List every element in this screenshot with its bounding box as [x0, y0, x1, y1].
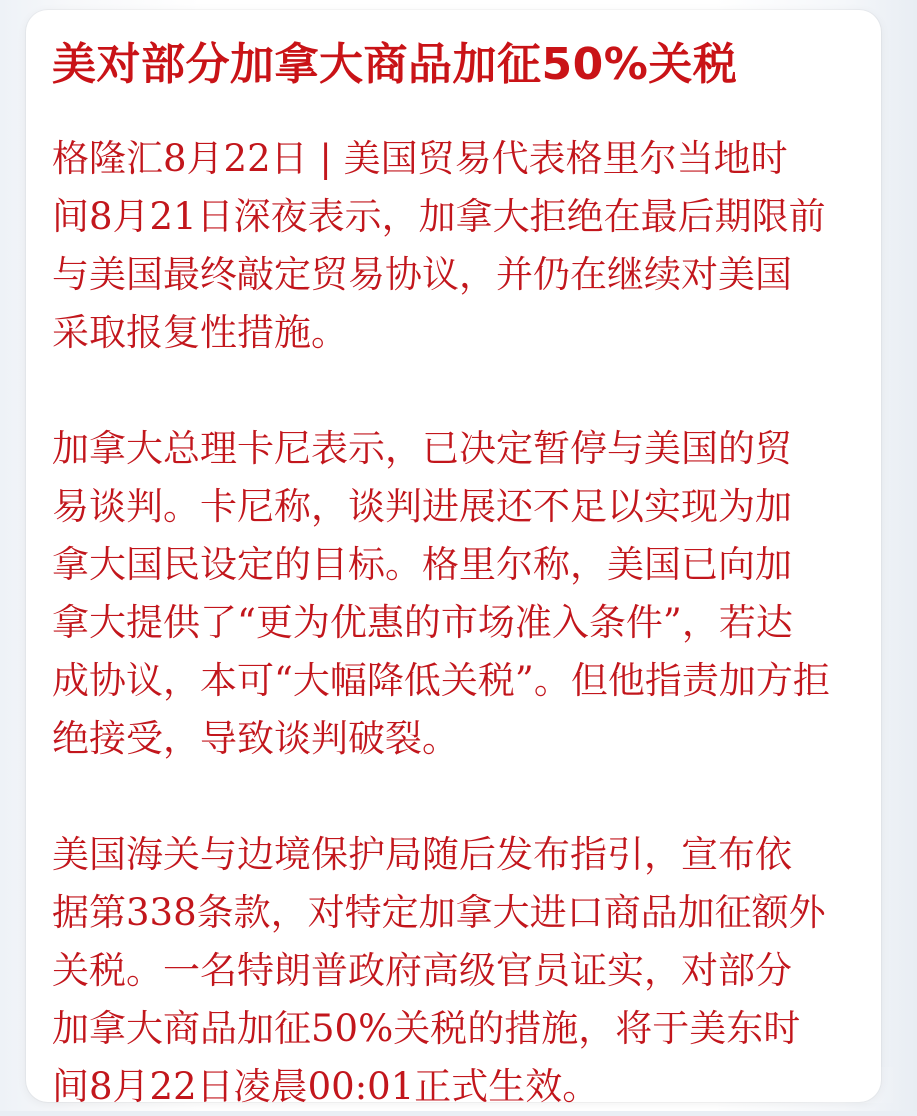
paragraph-2 [52, 420, 842, 768]
paragraph-3-line-1: 美国海关与边境保护局随后发布指引，宣布依 [52, 833, 792, 876]
paragraph-3-line-4: 加拿大商品加征50%关税的措施，将于美东时 [52, 1007, 801, 1050]
paragraph-3-line-3: 关税。一名特朗普政府高级官员证实，对部分 [52, 949, 792, 992]
paragraph-spacer [52, 768, 842, 826]
article-title: 美对部分加拿大商品加征50%关税 [52, 39, 738, 90]
paragraph-2-line-5: 成协议，本可“大幅降低关税”。但他指责加方拒 [52, 659, 830, 702]
weibo-watermark-icon [776, 1067, 901, 1103]
paragraph-1-line-2: 间8月21日深夜表示，加拿大拒绝在最后期限前 [52, 195, 826, 238]
paragraph-2-line-4: 拿大提供了“更为优惠的市场准入条件”，若达 [52, 601, 793, 644]
paragraph-1-line-4: 采取报复性措施。 [52, 311, 348, 354]
paragraph-3 [52, 826, 842, 1116]
paragraph-2-line-6: 绝接受，导致谈判破裂。 [52, 717, 459, 760]
article-body [52, 130, 842, 1116]
paragraph-3-line-5: 间8月22日凌晨00:01正式生效。 [52, 1065, 600, 1108]
paragraph-1-line-1: 格隆汇8月22日 | 美国贸易代表格里尔当地时 [52, 137, 788, 180]
paragraph-3-line-2: 据第338条款，对特定加拿大进口商品加征额外 [52, 891, 826, 934]
paragraph-2-line-1: 加拿大总理卡尼表示，已决定暂停与美国的贸 [52, 427, 792, 470]
paragraph-2-line-2: 易谈判。卡尼称，谈判进展还不足以实现为加 [52, 485, 792, 528]
paragraph-2-line-3: 拿大国民设定的目标。格里尔称，美国已向加 [52, 543, 792, 586]
paragraph-spacer [52, 362, 842, 420]
paragraph-1-line-3: 与美国最终敲定贸易协议，并仍在继续对美国 [52, 253, 792, 296]
paragraph-1 [52, 130, 842, 362]
